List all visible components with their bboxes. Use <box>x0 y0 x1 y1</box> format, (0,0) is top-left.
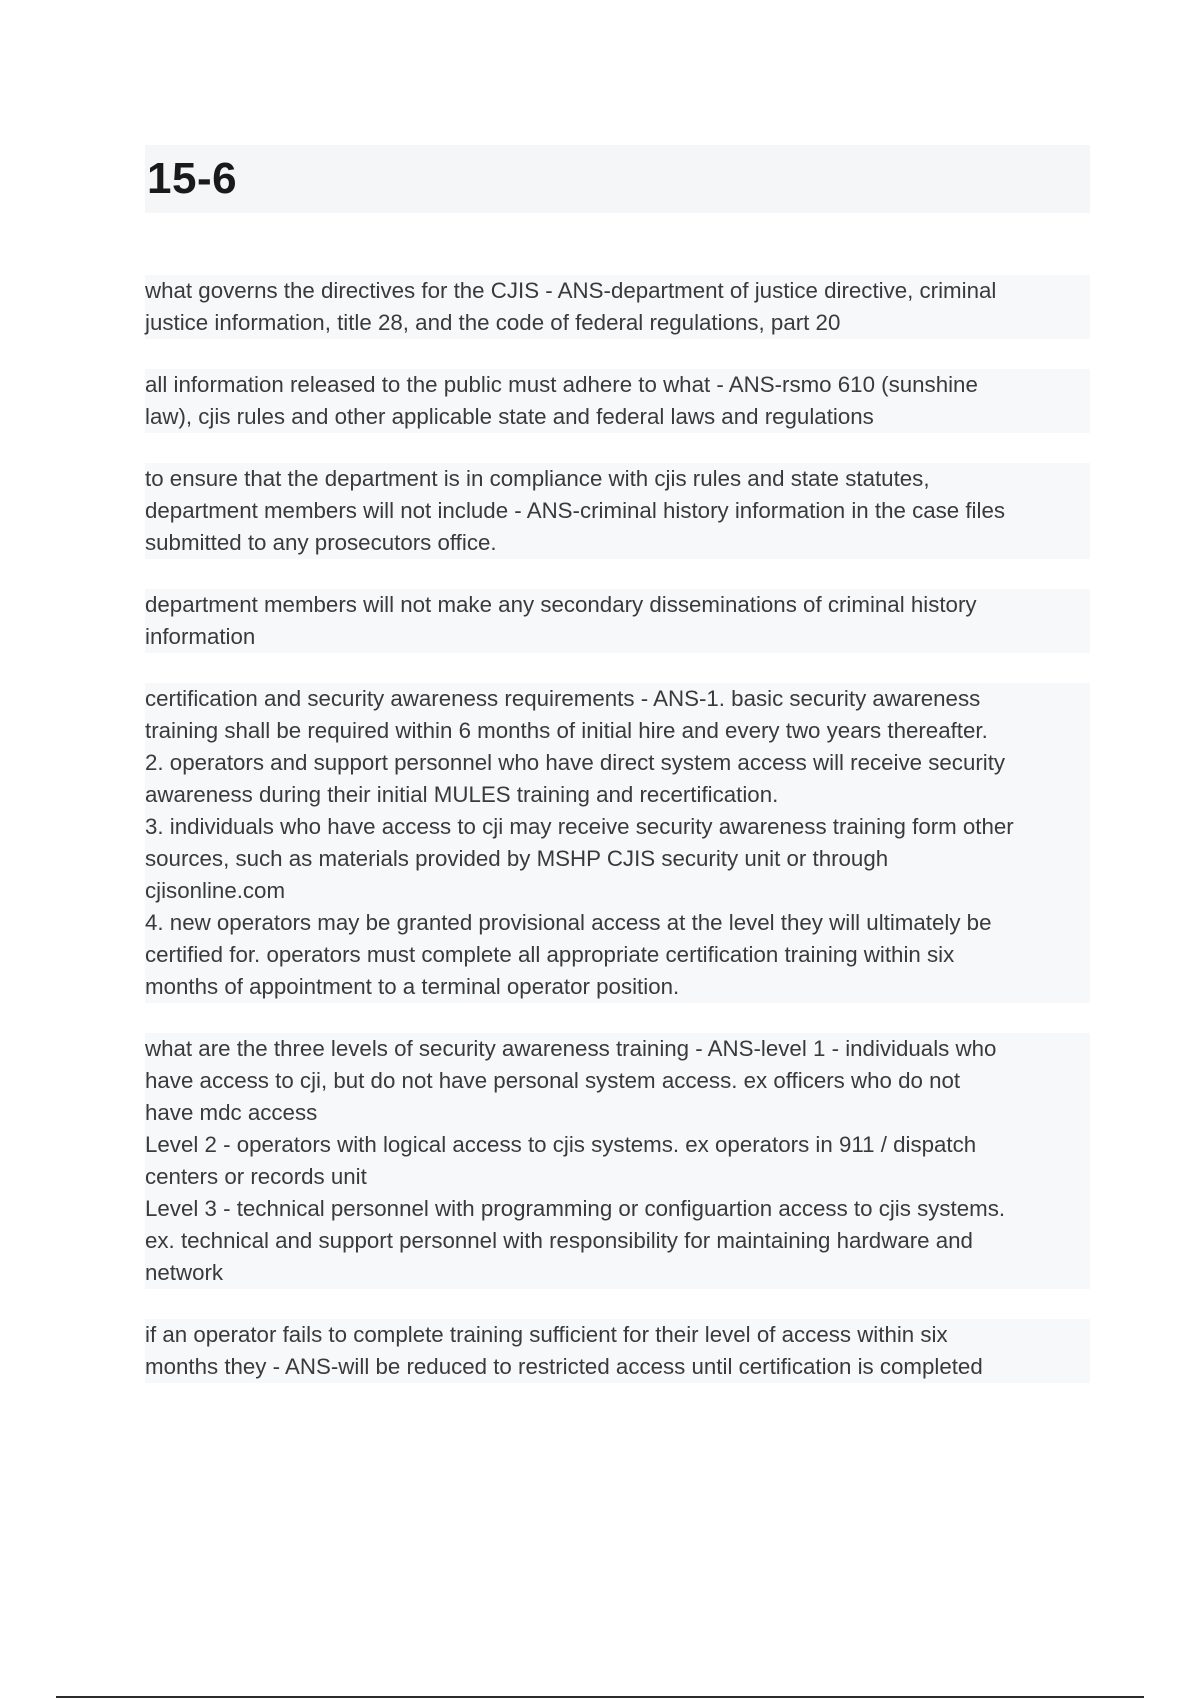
qa-paragraph <box>145 589 1090 653</box>
paragraph-line: training shall be required within 6 months of initial hire and every two years thereafter. <box>145 715 1090 747</box>
paragraph-line: months they - ANS-will be reduced to restricted access until certification is completed <box>145 1351 1090 1383</box>
paragraph-line: have mdc access <box>145 1097 1090 1129</box>
paragraph-line: what are the three levels of security awareness training - ANS-level 1 - individuals who <box>145 1033 1090 1065</box>
paragraph-line: network <box>145 1257 1090 1289</box>
paragraph-line: information <box>145 621 1090 653</box>
qa-paragraph <box>145 369 1090 433</box>
paragraph-line: centers or records unit <box>145 1161 1090 1193</box>
bottom-divider <box>56 1696 1144 1698</box>
page-title: 15-6 <box>147 154 238 203</box>
qa-paragraph <box>145 275 1090 339</box>
qa-paragraph <box>145 463 1090 559</box>
paragraph-line: 4. new operators may be granted provisional access at the level they will ultimately be <box>145 907 1090 939</box>
paragraph-line: ex. technical and support personnel with responsibility for maintaining hardware and <box>145 1225 1090 1257</box>
paragraph-line: all information released to the public must adhere to what - ANS-rsmo 610 (sunshine <box>145 369 1090 401</box>
paragraph-line: have access to cji, but do not have personal system access. ex officers who do not <box>145 1065 1090 1097</box>
paragraph-line: what governs the directives for the CJIS - ANS-department of justice directive, criminal <box>145 275 1090 307</box>
paragraph-line: 3. individuals who have access to cji may receive security awareness training form other <box>145 811 1090 843</box>
title-bar <box>145 145 1090 213</box>
document-page <box>145 145 1090 1413</box>
paragraph-line: if an operator fails to complete training sufficient for their level of access within six <box>145 1319 1090 1351</box>
document-content <box>145 275 1090 1383</box>
paragraph-line: submitted to any prosecutors office. <box>145 527 1090 559</box>
paragraph-line: awareness during their initial MULES training and recertification. <box>145 779 1090 811</box>
paragraph-line: 2. operators and support personnel who have direct system access will receive security <box>145 747 1090 779</box>
paragraph-line: certified for. operators must complete all appropriate certification training within six <box>145 939 1090 971</box>
paragraph-line: department members will not include - ANS-criminal history information in the case files <box>145 495 1090 527</box>
paragraph-line: certification and security awareness requirements - ANS-1. basic security awareness <box>145 683 1090 715</box>
paragraph-line: Level 2 - operators with logical access to cjis systems. ex operators in 911 / dispatch <box>145 1129 1090 1161</box>
paragraph-line: cjisonline.com <box>145 875 1090 907</box>
paragraph-line: law), cjis rules and other applicable state and federal laws and regulations <box>145 401 1090 433</box>
paragraph-line: Level 3 - technical personnel with programming or configuartion access to cjis systems. <box>145 1193 1090 1225</box>
paragraph-line: sources, such as materials provided by MSHP CJIS security unit or through <box>145 843 1090 875</box>
qa-paragraph <box>145 1033 1090 1289</box>
paragraph-line: to ensure that the department is in compliance with cjis rules and state statutes, <box>145 463 1090 495</box>
qa-paragraph <box>145 683 1090 1003</box>
paragraph-line: months of appointment to a terminal operator position. <box>145 971 1090 1003</box>
paragraph-line: department members will not make any secondary disseminations of criminal history <box>145 589 1090 621</box>
qa-paragraph <box>145 1319 1090 1383</box>
paragraph-line: justice information, title 28, and the code of federal regulations, part 20 <box>145 307 1090 339</box>
